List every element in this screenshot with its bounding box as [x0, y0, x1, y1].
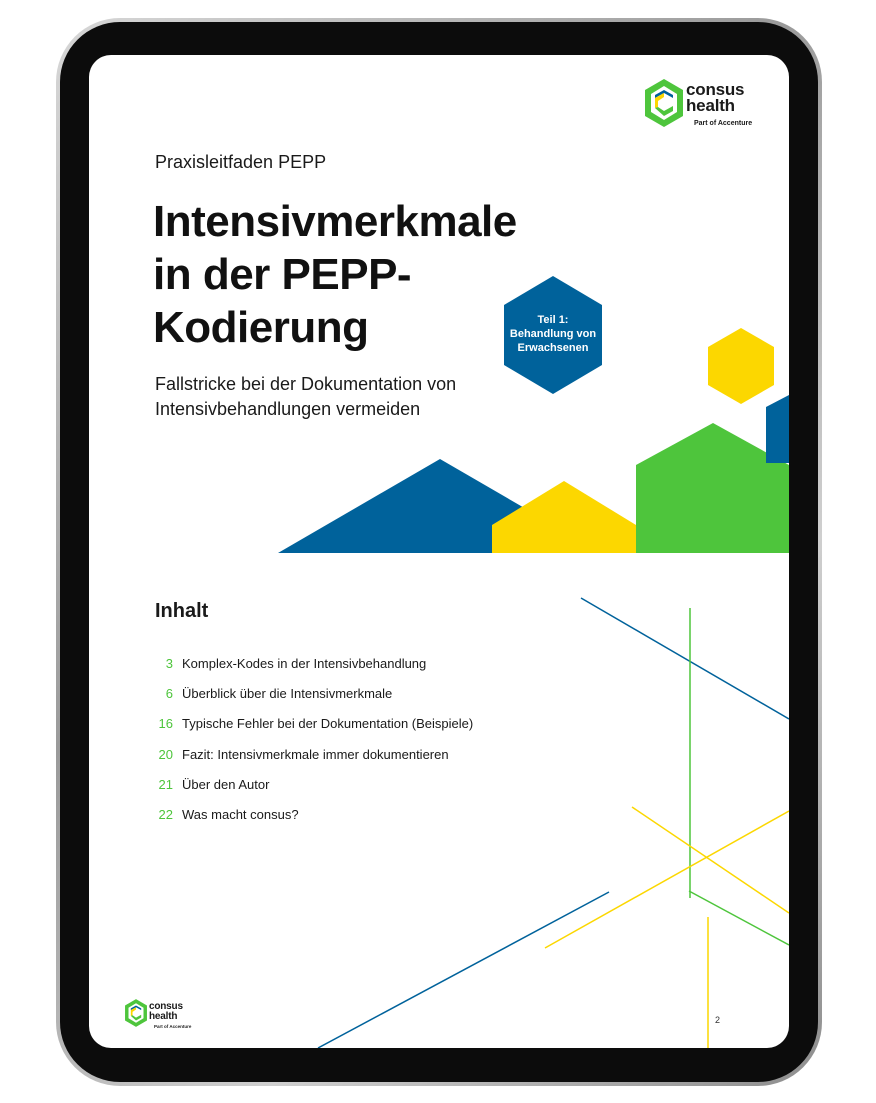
logo-tagline: Part of Accenture [694, 120, 753, 127]
toc-item-label: Was macht consus? [182, 806, 299, 822]
toc-page-number: 16 [158, 716, 173, 732]
yellow-hexagon [708, 328, 774, 404]
toc-page-number: 21 [158, 776, 173, 792]
toc-item-label: Typische Fehler bei der Dokumentation (Beispiele) [182, 716, 474, 732]
footer-logo [123, 998, 203, 1034]
footer-logo-line1: consus [149, 1001, 183, 1012]
badge-line-1: Teil 1: [537, 314, 569, 326]
document-kicker: Praxisleitfaden PEPP [155, 152, 327, 172]
subtitle-line-2: Intensivbehandlungen vermeiden [155, 399, 421, 419]
part-badge-label [497, 313, 609, 355]
toc-page-number: 3 [165, 656, 173, 671]
logo-line2: health [686, 96, 735, 115]
yellow-line [632, 807, 789, 913]
title-line-1: Intensivmerkmale [153, 197, 517, 246]
toc-item-label: Fazit: Intensivmerkmale immer dokumentieren [182, 746, 449, 762]
consus-hexagon-icon [123, 998, 149, 1028]
logo-line1: consus [686, 80, 745, 99]
consus-health-logo [642, 77, 772, 133]
toc-heading: Inhalt [155, 600, 209, 622]
subtitle-line-1: Fallstricke bei der Dokumentation von [155, 374, 457, 394]
document-page [89, 55, 789, 1048]
badge-line-3: Erwachsenen [517, 342, 589, 354]
blue-line [581, 598, 789, 719]
yellow-house-shape [492, 481, 636, 553]
page-subtitle [155, 372, 535, 422]
blue-edge-shape [766, 395, 789, 463]
page-number: 2 [715, 1015, 721, 1025]
toc-page-number: 20 [158, 746, 173, 762]
toc-item-label: Komplex-Kodes in der Intensivbehandlung [182, 656, 427, 671]
footer-logo-wordmark [149, 1002, 183, 1022]
toc-item-label: Über den Autor [182, 776, 270, 792]
footer-logo-tagline: Part of Accenture [154, 1024, 192, 1029]
badge-line-2: Behandlung von [509, 328, 597, 340]
footer-logo-line2: health [149, 1011, 178, 1022]
toc-page-number: 6 [165, 686, 173, 702]
consus-hexagon-icon [642, 77, 686, 129]
green-line [689, 891, 789, 945]
toc-page-number: 22 [158, 806, 173, 822]
yellow-line [545, 811, 789, 948]
title-line-3: Kodierung [153, 303, 369, 352]
blue-line [318, 892, 609, 1048]
toc-item-label: Überblick über die Intensivmerkmale [182, 686, 393, 702]
title-line-2: in der PEPP- [153, 250, 412, 299]
logo-wordmark [686, 82, 744, 114]
